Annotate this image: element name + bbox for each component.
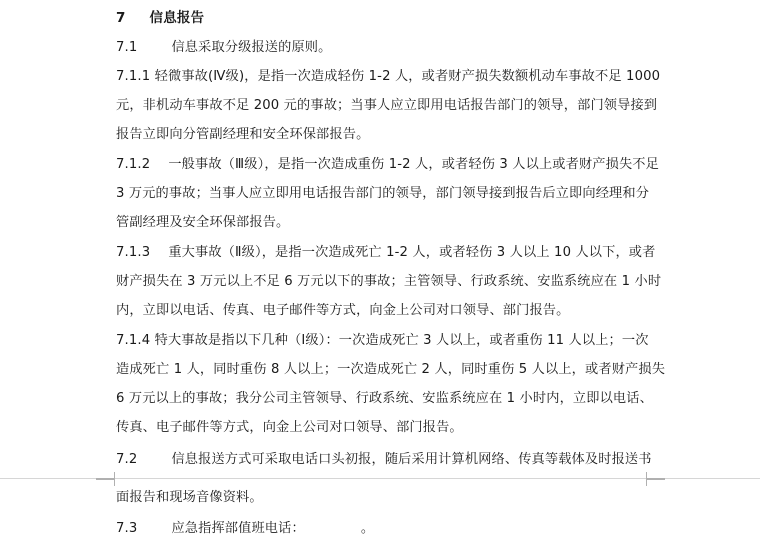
paragraph-7-1-1-line-3: 报告立即向分管副经理和安全环保部报告。 bbox=[116, 127, 370, 142]
crop-mark-bottom-left bbox=[96, 479, 115, 486]
paragraph-text: 信息采取分级报送的原则。 bbox=[171, 40, 332, 55]
heading-number: 7 bbox=[116, 10, 126, 26]
paragraph-7-2-line-1 bbox=[116, 452, 652, 468]
crop-mark-top-right bbox=[646, 472, 665, 479]
paragraph-7-1-4-line-4: 传真、电子邮件等方式，向金上公司对口领导、部门报告。 bbox=[116, 420, 463, 435]
paragraph-text: 重大事故（Ⅱ级），是指一次造成死亡 1-2 人，或者轻伤 3 人以上 10 人以下，或者 bbox=[168, 245, 656, 260]
paragraph-7-1-4-line-1: 7.1.4 特大事故是指以下几种（Ⅰ级）：一次造成死亡 3 人以上，或者重伤 11 人以上；一次 bbox=[116, 333, 649, 348]
section-number: 7.1.3 bbox=[116, 245, 151, 260]
paragraph-7-1-3-line-2: 财产损失在 3 万元以上不足 6 万元以下的事故；主管领导、行政系统、安监系统应在 1 小时 bbox=[116, 274, 662, 289]
crop-mark-bottom-right bbox=[646, 479, 665, 486]
paragraph-7-1-2-line-3: 管副经理及安全环保部报告。 bbox=[116, 215, 290, 230]
paragraph-7-1-3-line-1 bbox=[116, 245, 655, 261]
paragraph-7-1-3-line-3: 内，立即以电话、传真、电子邮件等方式，向金上公司对口领导、部门报告。 bbox=[116, 303, 570, 318]
paragraph-7-1-2-line-2: 3 万元的事故；当事人应立即用电话报告部门的领导，部门领导接到报告后立即向经理和分 bbox=[116, 186, 650, 201]
section-number: 7.3 bbox=[116, 521, 138, 536]
paragraph-7-1 bbox=[116, 40, 332, 56]
section-number: 7.1 bbox=[116, 40, 138, 55]
section-number: 7.1.2 bbox=[116, 157, 151, 172]
crop-mark-top-left bbox=[96, 472, 115, 479]
paragraph-7-1-1-line-2: 元，非机动车事故不足 200 元的事故；当事人应立即用电话报告部门的领导，部门领导接到 bbox=[116, 98, 658, 113]
paragraph-7-1-4-line-3: 6 万元以上的事故；我分公司主管领导、行政系统、安监系统应在 1 小时内，立即以电话、 bbox=[116, 391, 653, 406]
paragraph-end-mark: 。 bbox=[360, 521, 375, 536]
paragraph-7-2-line-2: 面报告和现场音像资料。 bbox=[116, 490, 263, 505]
section-heading bbox=[116, 10, 204, 26]
paragraph-7-3 bbox=[116, 521, 374, 537]
heading-title: 信息报告 bbox=[149, 10, 205, 26]
section-number: 7.2 bbox=[116, 452, 138, 467]
paragraph-text: 应急指挥部值班电话： bbox=[171, 521, 305, 536]
paragraph-7-1-4-line-2: 造成死亡 1 人，同时重伤 8 人以上；一次造成死亡 2 人，同时重伤 5 人以上，或者财产损失 bbox=[116, 362, 666, 377]
paragraph-7-1-1-line-1: 7.1.1 轻微事故(Ⅳ级)，是指一次造成轻伤 1-2 人，或者财产损失数额机动车事故不足 1000 bbox=[116, 69, 661, 84]
paragraph-text: 信息报送方式可采取电话口头初报，随后采用计算机网络、传真等载体及时报送书 bbox=[171, 452, 652, 467]
paragraph-7-1-2-line-1 bbox=[116, 157, 659, 173]
paragraph-text: 一般事故（Ⅲ级），是指一次造成重伤 1-2 人，或者轻伤 3 人以上或者财产损失不足 bbox=[168, 157, 659, 172]
